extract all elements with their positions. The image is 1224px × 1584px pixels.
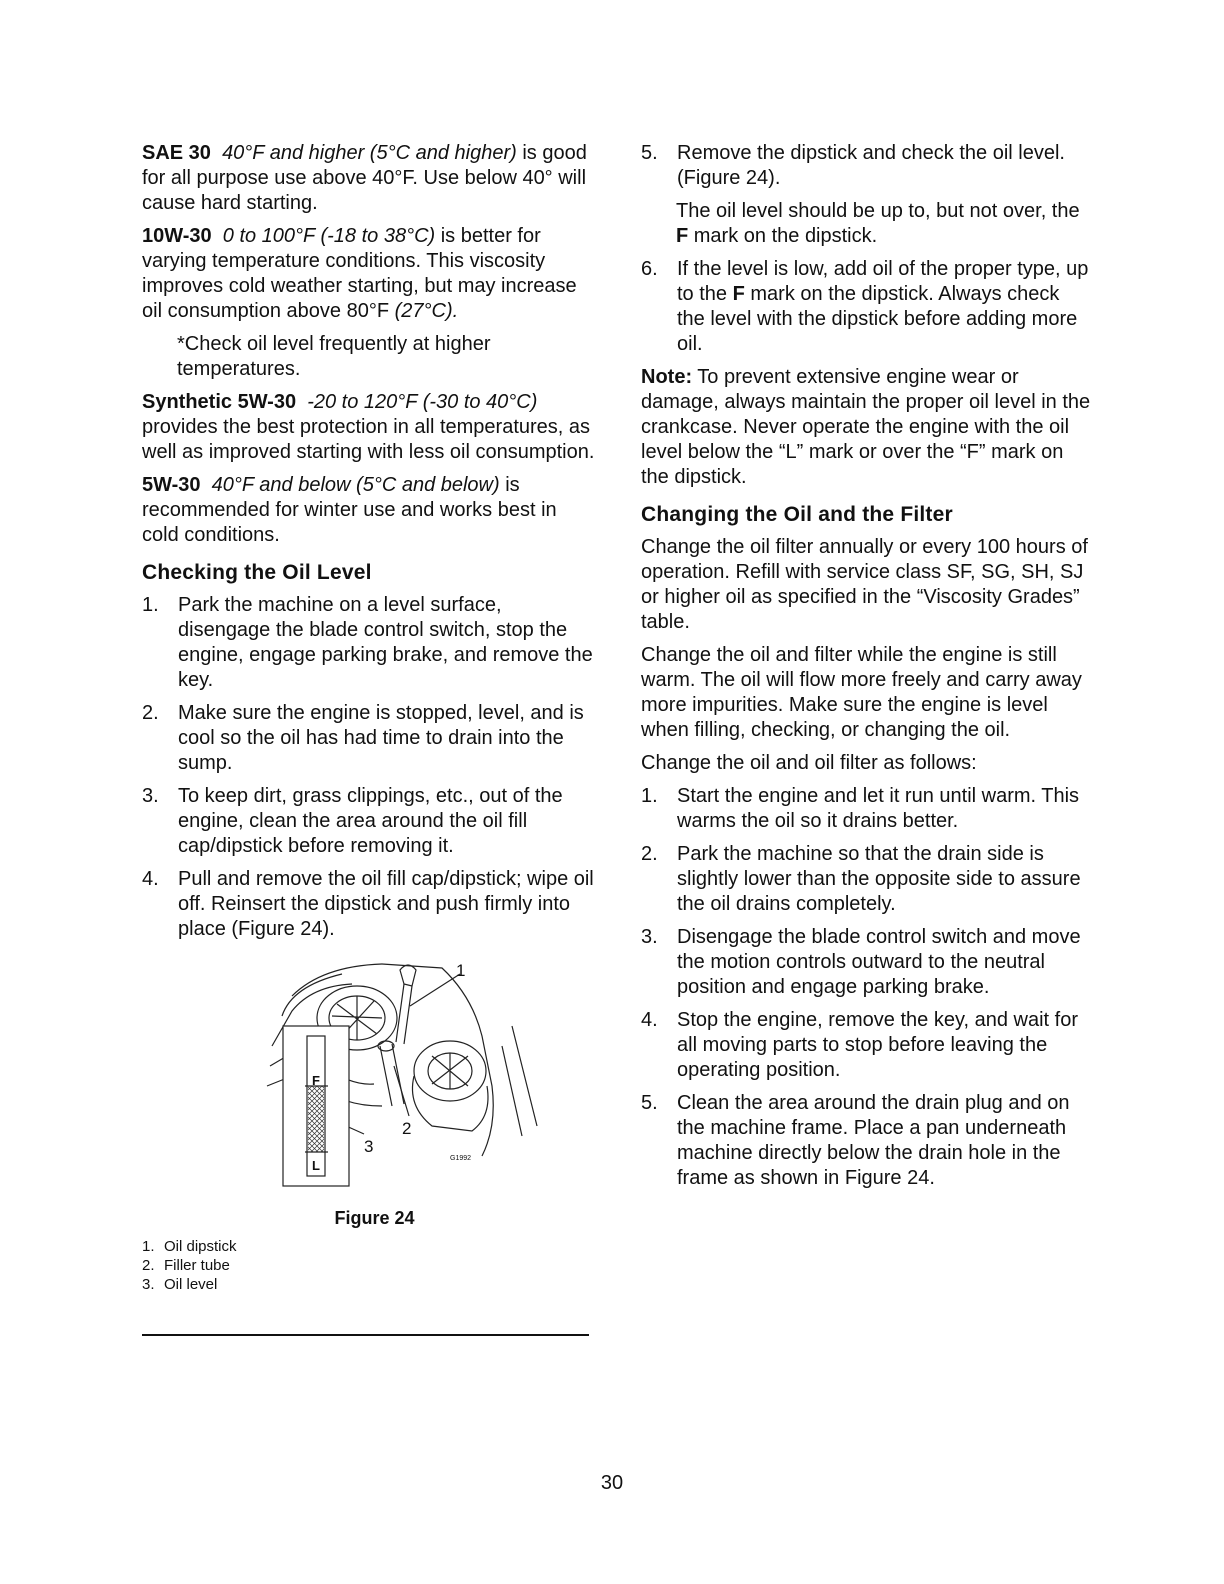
figure-legend (142, 1237, 597, 1294)
legend-number: 3. (142, 1276, 155, 1293)
check-step-4 (142, 867, 597, 942)
change-step-3 (641, 925, 1091, 1000)
legend-number: 2. (142, 1257, 155, 1274)
figure-caption: Figure 24 (334, 1208, 415, 1228)
change-step-2 (641, 842, 1091, 917)
10w30-paragraph (142, 224, 597, 324)
changing-oil-heading: Changing the Oil and the Filter (641, 503, 953, 526)
5w30-label: 5W-30 (142, 474, 201, 496)
5w30-text: is recommended for winter use and works best in cold conditions. (142, 474, 557, 546)
note-paragraph (641, 365, 1091, 490)
change-step-4 (641, 1008, 1091, 1083)
step-text: Clean the area around the drain plug and on the machine frame. Place a pan underneath machine directly below the drain hole in the frame as shown in Figure 24. (677, 1092, 1070, 1189)
step-text: Pull and remove the oil fill cap/dipstick; wipe oil off. Reinsert the dipstick and push firmly into place (Figure 24). (178, 868, 594, 940)
sae30-label: SAE 30 (142, 142, 211, 164)
step-text: Make sure the engine is stopped, level, and is cool so the oil has had time to drain into the sump. (178, 702, 584, 774)
callout-3: 3 (364, 1137, 374, 1156)
check-step-2 (142, 701, 597, 776)
sae30-temp: 40°F and higher (5°C and higher) (222, 142, 517, 164)
step-number: 2. (641, 843, 658, 865)
step-text-a: If the level is low, add oil of the proper type, up to the (677, 258, 1089, 305)
step-number: 6. (641, 258, 658, 280)
note-label: Note: (641, 366, 693, 388)
step-number: 2. (142, 702, 159, 724)
5w30-paragraph (142, 473, 597, 548)
dipstick-f-mark: F (312, 1073, 320, 1088)
step-text: Park the machine so that the drain side is slightly lower than the opposite side to assure the oil drains completely. (677, 843, 1081, 915)
check-step-1 (142, 593, 597, 693)
legend-item (142, 1275, 597, 1294)
synthetic-label: Synthetic 5W-30 (142, 391, 297, 413)
step-number: 4. (641, 1009, 658, 1031)
step-number: 1. (142, 594, 159, 616)
step-number: 5. (641, 142, 658, 164)
legend-text: Oil level (164, 1276, 218, 1293)
legend-text: Filler tube (164, 1257, 230, 1274)
step-text: To keep dirt, grass clippings, etc., out of the engine, clean the area around the oil fill cap/dipstick before removing it. (178, 785, 563, 857)
5w30-temp: 40°F and below (5°C and below) (211, 474, 500, 496)
section-divider (142, 1334, 589, 1336)
check-step-3 (142, 784, 597, 859)
legend-text: Oil dipstick (164, 1238, 237, 1255)
sae30-paragraph (142, 141, 597, 216)
legend-item (142, 1256, 597, 1275)
check-step-5 (641, 141, 1091, 191)
change-paragraph-3: Change the oil and oil filter as follows: (641, 752, 977, 774)
dipstick-l-mark: L (312, 1158, 320, 1173)
step-text: Start the engine and let it run until warm. This warms the oil so it drains better. (677, 785, 1080, 832)
check-oil-note: *Check oil level frequently at higher temperatures. (177, 333, 491, 380)
legend-item (142, 1237, 597, 1256)
figure-code: G1992 (450, 1155, 472, 1162)
step-number: 1. (641, 785, 658, 807)
step-text: Remove the dipstick and check the oil level. (Figure 24). (677, 142, 1065, 189)
level-text-a: The oil level should be up to, but not over, the (676, 200, 1080, 222)
page-number: 30 (600, 1472, 624, 1494)
change-step-5 (641, 1091, 1091, 1191)
level-f-mark: F (676, 225, 689, 247)
step-text: Stop the engine, remove the key, and wait for all moving parts to stop before leaving the operating position. (677, 1009, 1078, 1081)
step-f-mark: F (732, 283, 745, 305)
step-number: 3. (142, 785, 159, 807)
oil-level-note (641, 199, 1091, 249)
10w30-label: 10W-30 (142, 225, 212, 247)
step-text: Park the machine on a level surface, disengage the blade control switch, stop the engine, engage parking brake, and remove the key. (178, 594, 593, 691)
synthetic-temp: -20 to 120°F (-30 to 40°C) (307, 391, 538, 413)
level-text-b: mark on the dipstick. (688, 225, 878, 247)
step-text-b: mark on the dipstick. Always check the level with the dipstick before adding more oil. (677, 283, 1078, 355)
10w30-text: is better for varying temperature conditions. This viscosity improves cold weather starting, but may increase oil consumption above 80°F (142, 225, 577, 322)
engine-dipstick-drawing (142, 956, 597, 1206)
legend-number: 1. (142, 1238, 155, 1255)
change-step-1 (641, 784, 1091, 834)
10w30-temp: 0 to 100°F (-18 to 38°C) (222, 225, 436, 247)
step-number: 3. (641, 926, 658, 948)
change-paragraph-1: Change the oil filter annually or every 100 hours of operation. Refill with service class SF, SG, SH, SJ or higher oil as specified in the “Viscosity Grades” table. (641, 536, 1088, 633)
callout-1: 1 (456, 961, 466, 980)
step-number: 5. (641, 1092, 658, 1114)
change-paragraph-2: Change the oil and filter while the engine is still warm. The oil will flow more freely and carry away more impurities. Make sure the engine is level when filling, checking, or changing the oil. (641, 644, 1082, 741)
check-step-6 (641, 257, 1091, 357)
right-column (641, 141, 1091, 1199)
step-text: Disengage the blade control switch and move the motion controls outward to the neutral position and engage parking brake. (677, 926, 1081, 998)
note-text: To prevent extensive engine wear or damage, always maintain the proper oil level in the crankcase. Never operate the engine with the oil level below the “L” mark or over the “F” mark on the dipstick. (641, 366, 1091, 488)
checking-oil-heading: Checking the Oil Level (142, 561, 372, 584)
synthetic-paragraph (142, 390, 597, 465)
callout-2: 2 (402, 1119, 412, 1138)
figure-24-illustration (142, 956, 597, 1206)
sae30-text: is good for all purpose use above 40°F. Use below 40° will cause hard starting. (142, 142, 587, 214)
step-number: 4. (142, 868, 159, 890)
synthetic-text: provides the best protection in all temperatures, as well as improved starting with less oil consumption. (142, 416, 595, 463)
10w30-temp2: (27°C). (394, 300, 459, 322)
left-column (142, 141, 597, 1294)
